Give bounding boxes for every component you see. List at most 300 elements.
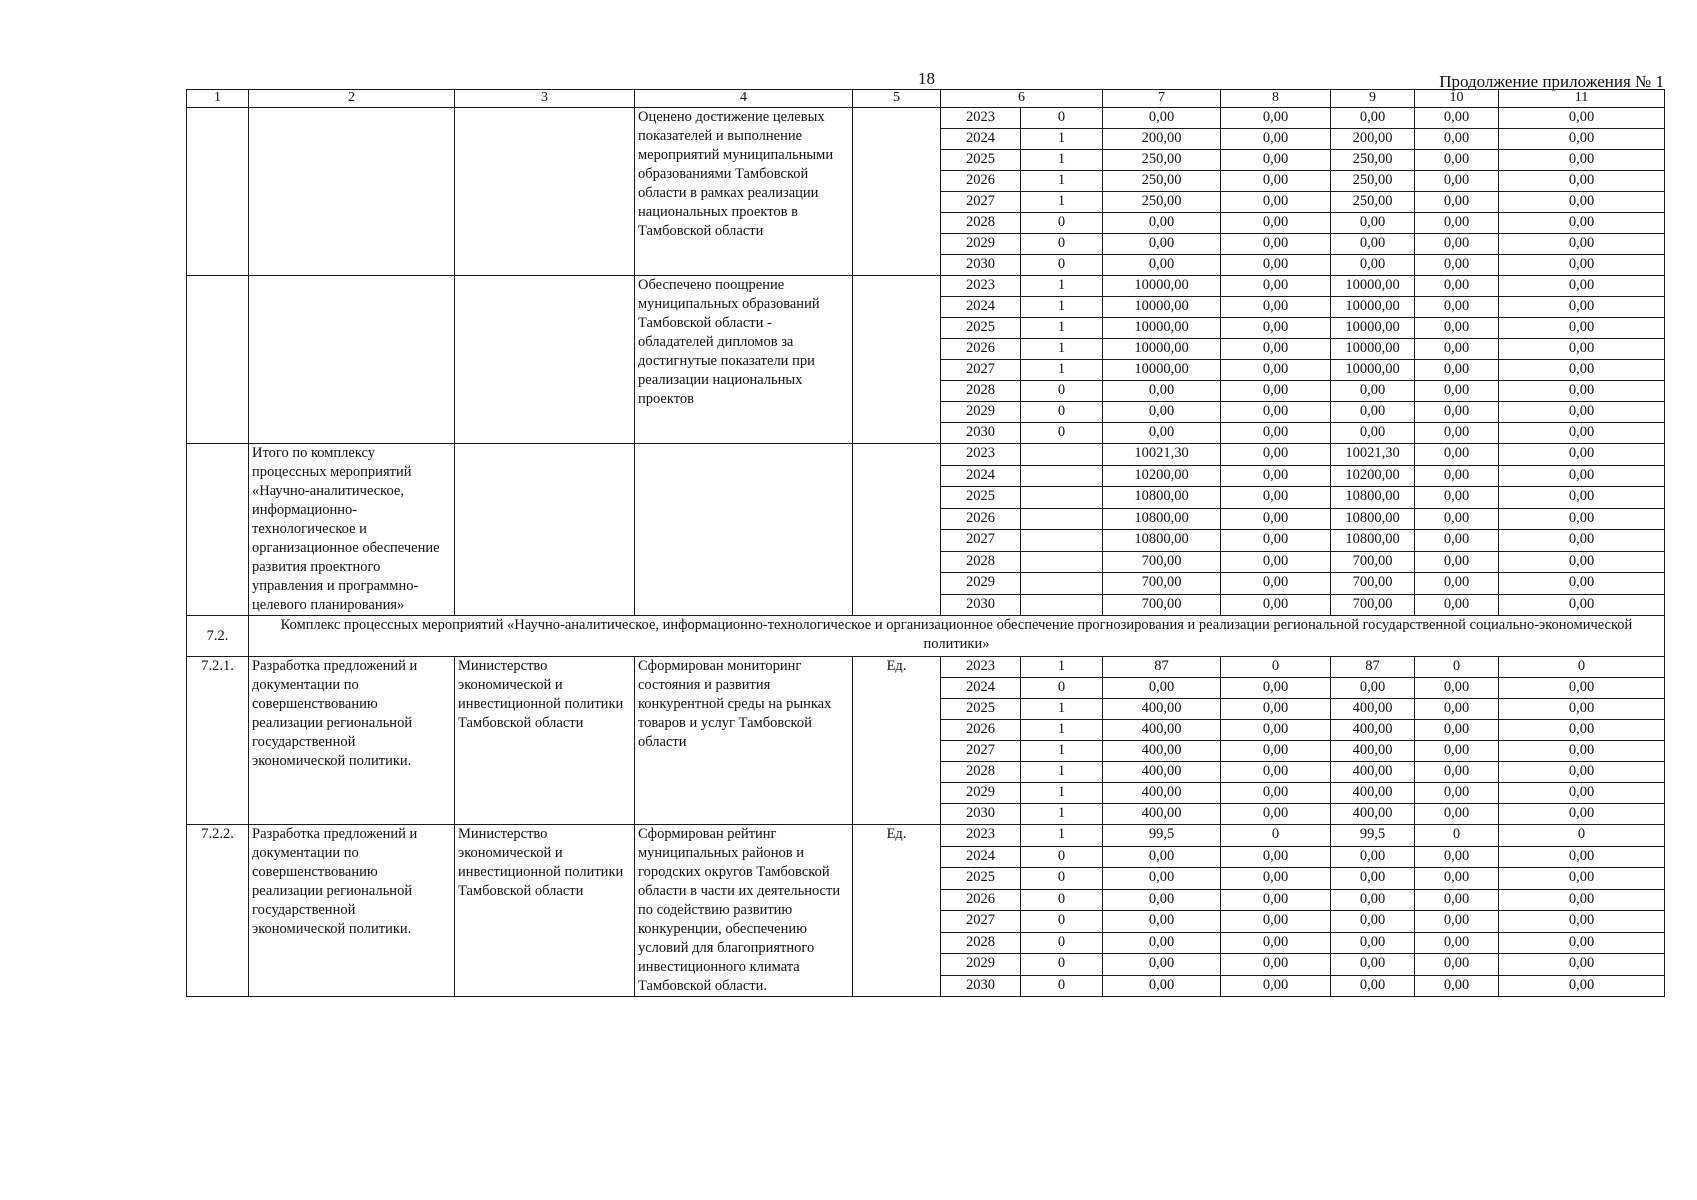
value-cell: 0,00 (1499, 783, 1665, 804)
value-cell: 700,00 (1331, 594, 1415, 616)
value-cell: 0,00 (1331, 402, 1415, 423)
header-cell: 8 (1221, 90, 1331, 108)
value-cell: 0,00 (1499, 508, 1665, 530)
value-cell: 0,00 (1415, 444, 1499, 466)
value-cell: 0,00 (1221, 234, 1331, 255)
value-cell: 10800,00 (1331, 487, 1415, 509)
value-cell: 2026 (941, 720, 1021, 741)
value-cell: 0,00 (1499, 975, 1665, 997)
value-cell: 0,00 (1221, 889, 1331, 911)
value-cell: 0,00 (1221, 741, 1331, 762)
value-cell: 0,00 (1221, 699, 1331, 720)
value-cell: 0 (1021, 868, 1103, 890)
value-cell: 400,00 (1331, 741, 1415, 762)
value-cell: 0,00 (1415, 868, 1499, 890)
table-row (187, 108, 1665, 129)
value-cell: 0,00 (1221, 868, 1331, 890)
value-cell: 1 (1021, 720, 1103, 741)
value-cell: 700,00 (1103, 551, 1221, 573)
value-cell: 2026 (941, 171, 1021, 192)
value-cell: 0,00 (1331, 911, 1415, 933)
value-cell: 0,00 (1103, 255, 1221, 276)
cell-c2: Разработка предложений и документации по совершенствованию реализации региональной государственной экономической политики. (249, 825, 455, 997)
value-cell: 0,00 (1415, 573, 1499, 595)
value-cell: 0 (1021, 678, 1103, 699)
value-cell: 400,00 (1331, 762, 1415, 783)
value-cell: 0,00 (1221, 276, 1331, 297)
value-cell: 0,00 (1499, 444, 1665, 466)
value-cell: 2026 (941, 339, 1021, 360)
value-cell: 2026 (941, 508, 1021, 530)
value-cell: 0,00 (1221, 171, 1331, 192)
value-cell: 400,00 (1103, 783, 1221, 804)
page-number: 18 (918, 69, 935, 88)
value-cell: 0,00 (1221, 255, 1331, 276)
value-cell: 0,00 (1415, 678, 1499, 699)
value-cell: 2027 (941, 530, 1021, 552)
value-cell: 0,00 (1331, 423, 1415, 444)
value-cell: 2030 (941, 423, 1021, 444)
value-cell: 0,00 (1103, 846, 1221, 868)
value-cell: 0,00 (1499, 868, 1665, 890)
value-cell: 0 (1021, 402, 1103, 423)
value-cell: 0,00 (1221, 594, 1331, 616)
value-cell: 200,00 (1103, 129, 1221, 150)
value-cell: 2029 (941, 783, 1021, 804)
cell-c1: 7.2.2. (187, 825, 249, 997)
value-cell (1021, 508, 1103, 530)
value-cell: 0,00 (1331, 678, 1415, 699)
value-cell: 10000,00 (1331, 339, 1415, 360)
value-cell: 0,00 (1415, 911, 1499, 933)
value-cell: 700,00 (1331, 573, 1415, 595)
value-cell: 0,00 (1221, 783, 1331, 804)
value-cell: 1 (1021, 150, 1103, 171)
value-cell: 200,00 (1331, 129, 1415, 150)
value-cell: 0,00 (1499, 551, 1665, 573)
value-cell: 2028 (941, 381, 1021, 402)
value-cell: 400,00 (1331, 720, 1415, 741)
value-cell: 0,00 (1221, 297, 1331, 318)
value-cell: 0,00 (1415, 846, 1499, 868)
value-cell: 2024 (941, 129, 1021, 150)
value-cell: 0,00 (1103, 889, 1221, 911)
value-cell: 0,00 (1499, 150, 1665, 171)
value-cell: 2027 (941, 741, 1021, 762)
value-cell: 0 (1221, 825, 1331, 847)
value-cell (1021, 444, 1103, 466)
header-cell: 9 (1331, 90, 1415, 108)
value-cell: 0,00 (1103, 932, 1221, 954)
table-row (187, 825, 1665, 847)
value-cell (1021, 465, 1103, 487)
header-cell: 11 (1499, 90, 1665, 108)
appendix-table (186, 89, 1665, 997)
value-cell: 0 (1021, 108, 1103, 129)
value-cell: 0 (1415, 657, 1499, 678)
cell-c5: Ед. (853, 657, 941, 825)
value-cell: 0,00 (1415, 804, 1499, 825)
value-cell: 0,00 (1499, 573, 1665, 595)
value-cell: 0,00 (1499, 699, 1665, 720)
value-cell: 0,00 (1499, 678, 1665, 699)
value-cell: 1 (1021, 339, 1103, 360)
value-cell: 0,00 (1415, 318, 1499, 339)
value-cell: 400,00 (1103, 699, 1221, 720)
value-cell: 0,00 (1499, 804, 1665, 825)
value-cell: 0 (1021, 911, 1103, 933)
value-cell (1021, 487, 1103, 509)
value-cell: 2025 (941, 699, 1021, 720)
value-cell: 2025 (941, 487, 1021, 509)
value-cell: 0,00 (1499, 171, 1665, 192)
value-cell: 0,00 (1499, 954, 1665, 976)
value-cell: 2027 (941, 360, 1021, 381)
value-cell: 0,00 (1499, 108, 1665, 129)
value-cell: 0,00 (1221, 975, 1331, 997)
value-cell: 2028 (941, 932, 1021, 954)
value-cell: 0,00 (1331, 975, 1415, 997)
value-cell: 2024 (941, 846, 1021, 868)
value-cell: 0,00 (1221, 508, 1331, 530)
value-cell: 700,00 (1331, 551, 1415, 573)
value-cell: 0,00 (1499, 465, 1665, 487)
value-cell: 10800,00 (1331, 508, 1415, 530)
value-cell: 1 (1021, 741, 1103, 762)
value-cell: 0,00 (1499, 741, 1665, 762)
header-cell: 2 (249, 90, 455, 108)
value-cell: 2024 (941, 297, 1021, 318)
value-cell: 0,00 (1221, 318, 1331, 339)
value-cell: 0,00 (1221, 402, 1331, 423)
value-cell: 2024 (941, 678, 1021, 699)
value-cell: 2025 (941, 150, 1021, 171)
value-cell: 0,00 (1415, 487, 1499, 509)
value-cell: 10800,00 (1103, 530, 1221, 552)
value-cell: 0,00 (1415, 741, 1499, 762)
header-cell: 5 (853, 90, 941, 108)
table-row (187, 276, 1665, 297)
value-cell: 10800,00 (1103, 508, 1221, 530)
section-row (187, 616, 1665, 657)
value-cell: 400,00 (1103, 762, 1221, 783)
value-cell: 1 (1021, 297, 1103, 318)
value-cell: 0 (1021, 234, 1103, 255)
value-cell: 0,00 (1499, 423, 1665, 444)
value-cell: 0,00 (1499, 234, 1665, 255)
value-cell: 2023 (941, 444, 1021, 466)
value-cell: 2030 (941, 594, 1021, 616)
value-cell: 0,00 (1331, 868, 1415, 890)
header-cell: 6 (941, 90, 1103, 108)
section-title: Комплекс процессных мероприятий «Научно-аналитическое, информационно-технологическое и организационное обеспечение прогнозирования и реализации региональной государственной социально-экономической политики» (249, 616, 1665, 657)
value-cell: 10000,00 (1331, 276, 1415, 297)
value-cell: 0,00 (1331, 381, 1415, 402)
value-cell: 0,00 (1221, 129, 1331, 150)
value-cell: 99,5 (1331, 825, 1415, 847)
cell-c2 (249, 276, 455, 444)
value-cell: 250,00 (1103, 171, 1221, 192)
value-cell: 10000,00 (1331, 297, 1415, 318)
value-cell: 0,00 (1103, 381, 1221, 402)
value-cell: 87 (1103, 657, 1221, 678)
value-cell: 0,00 (1415, 783, 1499, 804)
value-cell: 1 (1021, 783, 1103, 804)
value-cell: 0,00 (1331, 234, 1415, 255)
value-cell: 250,00 (1331, 171, 1415, 192)
value-cell: 0,00 (1221, 720, 1331, 741)
value-cell: 10000,00 (1103, 297, 1221, 318)
cell-c4: Сформирован мониторинг состояния и развития конкурентной среды на рынках товаров и услуг Тамбовской области (635, 657, 853, 825)
cell-c3 (455, 276, 635, 444)
value-cell: 0,00 (1415, 423, 1499, 444)
cell-c3 (455, 444, 635, 616)
value-cell: 0,00 (1499, 129, 1665, 150)
value-cell: 2030 (941, 804, 1021, 825)
value-cell: 10800,00 (1103, 487, 1221, 509)
value-cell: 0,00 (1499, 720, 1665, 741)
value-cell: 0,00 (1499, 255, 1665, 276)
value-cell (1021, 530, 1103, 552)
value-cell: 0,00 (1221, 846, 1331, 868)
value-cell: 0,00 (1415, 975, 1499, 997)
value-cell: 2027 (941, 192, 1021, 213)
value-cell: 0,00 (1415, 465, 1499, 487)
value-cell: 0 (1021, 975, 1103, 997)
value-cell: 400,00 (1331, 699, 1415, 720)
value-cell: 99,5 (1103, 825, 1221, 847)
cell-c3: Министерство экономической и инвестиционной политики Тамбовской области (455, 825, 635, 997)
cell-c3 (455, 108, 635, 276)
value-cell: 0,00 (1415, 699, 1499, 720)
value-cell: 1 (1021, 129, 1103, 150)
value-cell: 0,00 (1103, 234, 1221, 255)
value-cell: 0,00 (1221, 573, 1331, 595)
value-cell: 0,00 (1221, 551, 1331, 573)
cell-c1 (187, 444, 249, 616)
value-cell: 0,00 (1415, 171, 1499, 192)
value-cell: 1 (1021, 825, 1103, 847)
cell-c1: 7.2.1. (187, 657, 249, 825)
value-cell: 10021,30 (1103, 444, 1221, 466)
value-cell: 0,00 (1221, 444, 1331, 466)
value-cell: 0,00 (1103, 678, 1221, 699)
value-cell: 2024 (941, 465, 1021, 487)
value-cell: 0,00 (1221, 487, 1331, 509)
value-cell: 2026 (941, 889, 1021, 911)
value-cell: 1 (1021, 699, 1103, 720)
value-cell: 0,00 (1221, 762, 1331, 783)
value-cell: 0,00 (1221, 108, 1331, 129)
value-cell: 0,00 (1499, 213, 1665, 234)
value-cell: 0,00 (1221, 932, 1331, 954)
value-cell: 10000,00 (1103, 318, 1221, 339)
value-cell: 250,00 (1331, 150, 1415, 171)
value-cell: 10021,30 (1331, 444, 1415, 466)
continuation-label: Продолжение приложения № 1 (1439, 72, 1664, 91)
value-cell: 1 (1021, 171, 1103, 192)
value-cell: 0 (1021, 846, 1103, 868)
value-cell: 0,00 (1499, 594, 1665, 616)
cell-c5 (853, 276, 941, 444)
value-cell: 1 (1021, 360, 1103, 381)
value-cell: 0,00 (1415, 192, 1499, 213)
value-cell: 0,00 (1103, 975, 1221, 997)
value-cell: 1 (1021, 762, 1103, 783)
value-cell (1021, 551, 1103, 573)
value-cell: 400,00 (1103, 720, 1221, 741)
value-cell: 0,00 (1221, 911, 1331, 933)
value-cell: 0,00 (1415, 402, 1499, 423)
value-cell: 2030 (941, 975, 1021, 997)
header-cell: 1 (187, 90, 249, 108)
value-cell: 2023 (941, 276, 1021, 297)
value-cell: 0,00 (1331, 255, 1415, 276)
value-cell: 0,00 (1415, 255, 1499, 276)
cell-c2: Итого по комплексу процессных мероприятий «Научно-аналитическое, информационно-технологическое и организационное обеспечение развития проектного управления и программно-целевого планирования» (249, 444, 455, 616)
value-cell: 0,00 (1221, 213, 1331, 234)
cell-c1 (187, 108, 249, 276)
value-cell: 1 (1021, 318, 1103, 339)
value-cell: 0,00 (1103, 213, 1221, 234)
value-cell: 0,00 (1331, 108, 1415, 129)
value-cell: 2029 (941, 402, 1021, 423)
value-cell: 2023 (941, 108, 1021, 129)
value-cell: 0,00 (1415, 108, 1499, 129)
header-cell: 10 (1415, 90, 1499, 108)
cell-c5 (853, 444, 941, 616)
value-cell: 250,00 (1103, 150, 1221, 171)
value-cell: 10000,00 (1103, 339, 1221, 360)
value-cell: 1 (1021, 804, 1103, 825)
value-cell: 0,00 (1221, 678, 1331, 699)
value-cell: 0,00 (1499, 381, 1665, 402)
value-cell: 400,00 (1331, 804, 1415, 825)
value-cell: 2029 (941, 573, 1021, 595)
value-cell: 0,00 (1415, 889, 1499, 911)
value-cell: 0,00 (1221, 360, 1331, 381)
cell-c1 (187, 276, 249, 444)
value-cell: 0,00 (1415, 932, 1499, 954)
value-cell: 0,00 (1103, 911, 1221, 933)
cell-c4: Сформирован рейтинг муниципальных районов и городских округов Тамбовской области в части их деятельности по содействию развитию конкуренции, обеспечению условий для благоприятного инвестиционного климата Тамбовской области. (635, 825, 853, 997)
value-cell: 1 (1021, 276, 1103, 297)
cell-c3: Министерство экономической и инвестиционной политики Тамбовской области (455, 657, 635, 825)
value-cell: 0,00 (1499, 276, 1665, 297)
value-cell: 400,00 (1103, 741, 1221, 762)
value-cell: 10800,00 (1331, 530, 1415, 552)
header-cell: 3 (455, 90, 635, 108)
value-cell: 0,00 (1499, 402, 1665, 423)
value-cell: 10000,00 (1331, 360, 1415, 381)
value-cell: 0,00 (1415, 720, 1499, 741)
value-cell: 2028 (941, 762, 1021, 783)
value-cell: 0,00 (1499, 932, 1665, 954)
value-cell: 0 (1021, 932, 1103, 954)
header-cell: 4 (635, 90, 853, 108)
value-cell: 0,00 (1415, 360, 1499, 381)
value-cell: 0,00 (1499, 530, 1665, 552)
value-cell: 2023 (941, 657, 1021, 678)
value-cell: 0 (1021, 213, 1103, 234)
value-cell: 0,00 (1415, 530, 1499, 552)
value-cell: 0,00 (1221, 530, 1331, 552)
value-cell: 0,00 (1221, 339, 1331, 360)
value-cell: 0,00 (1499, 889, 1665, 911)
value-cell: 0,00 (1415, 276, 1499, 297)
table-row (187, 657, 1665, 678)
value-cell: 87 (1331, 657, 1415, 678)
value-cell: 0,00 (1221, 381, 1331, 402)
value-cell: 1 (1021, 657, 1103, 678)
value-cell: 0,00 (1415, 234, 1499, 255)
value-cell: 2030 (941, 255, 1021, 276)
value-cell: 10000,00 (1103, 360, 1221, 381)
value-cell: 250,00 (1103, 192, 1221, 213)
value-cell: 0 (1021, 381, 1103, 402)
value-cell (1021, 594, 1103, 616)
value-cell: 0,00 (1499, 487, 1665, 509)
value-cell: 0,00 (1221, 423, 1331, 444)
value-cell: 2028 (941, 551, 1021, 573)
value-cell: 0,00 (1415, 381, 1499, 402)
value-cell: 0,00 (1221, 150, 1331, 171)
cell-c4 (635, 444, 853, 616)
table-row (187, 444, 1665, 466)
value-cell: 0,00 (1103, 954, 1221, 976)
value-cell: 0,00 (1499, 762, 1665, 783)
value-cell: 0,00 (1499, 318, 1665, 339)
value-cell: 0,00 (1415, 213, 1499, 234)
value-cell: 0,00 (1221, 804, 1331, 825)
value-cell: 0,00 (1499, 360, 1665, 381)
value-cell: 0 (1499, 657, 1665, 678)
cell-c4: Обеспечено поощрение муниципальных образований Тамбовской области - обладателей дипломов за достигнутые показатели при реализации национальных проектов (635, 276, 853, 444)
value-cell: 0,00 (1331, 932, 1415, 954)
value-cell: 0,00 (1331, 846, 1415, 868)
cell-c5 (853, 108, 941, 276)
value-cell: 2029 (941, 234, 1021, 255)
value-cell: 0 (1021, 954, 1103, 976)
value-cell: 2023 (941, 825, 1021, 847)
cell-c4: Оценено достижение целевых показателей и выполнение мероприятий муниципальными образованиями Тамбовской области в рамках реализации национальных проектов в Тамбовской области (635, 108, 853, 276)
value-cell: 700,00 (1103, 594, 1221, 616)
value-cell: 0,00 (1331, 889, 1415, 911)
value-cell: 0,00 (1103, 108, 1221, 129)
value-cell: 2028 (941, 213, 1021, 234)
value-cell: 0,00 (1499, 339, 1665, 360)
value-cell: 0 (1499, 825, 1665, 847)
value-cell: 0,00 (1415, 297, 1499, 318)
value-cell: 1 (1021, 192, 1103, 213)
value-cell: 0 (1021, 423, 1103, 444)
value-cell: 2025 (941, 318, 1021, 339)
value-cell: 0 (1415, 825, 1499, 847)
value-cell: 0,00 (1331, 213, 1415, 234)
value-cell: 0,00 (1415, 594, 1499, 616)
header-row (187, 90, 1665, 108)
value-cell: 0 (1021, 255, 1103, 276)
value-cell: 250,00 (1331, 192, 1415, 213)
value-cell: 700,00 (1103, 573, 1221, 595)
value-cell: 0,00 (1103, 402, 1221, 423)
value-cell: 0,00 (1415, 129, 1499, 150)
value-cell: 0,00 (1499, 911, 1665, 933)
value-cell: 400,00 (1103, 804, 1221, 825)
value-cell: 2025 (941, 868, 1021, 890)
value-cell: 0,00 (1103, 423, 1221, 444)
value-cell: 10000,00 (1331, 318, 1415, 339)
